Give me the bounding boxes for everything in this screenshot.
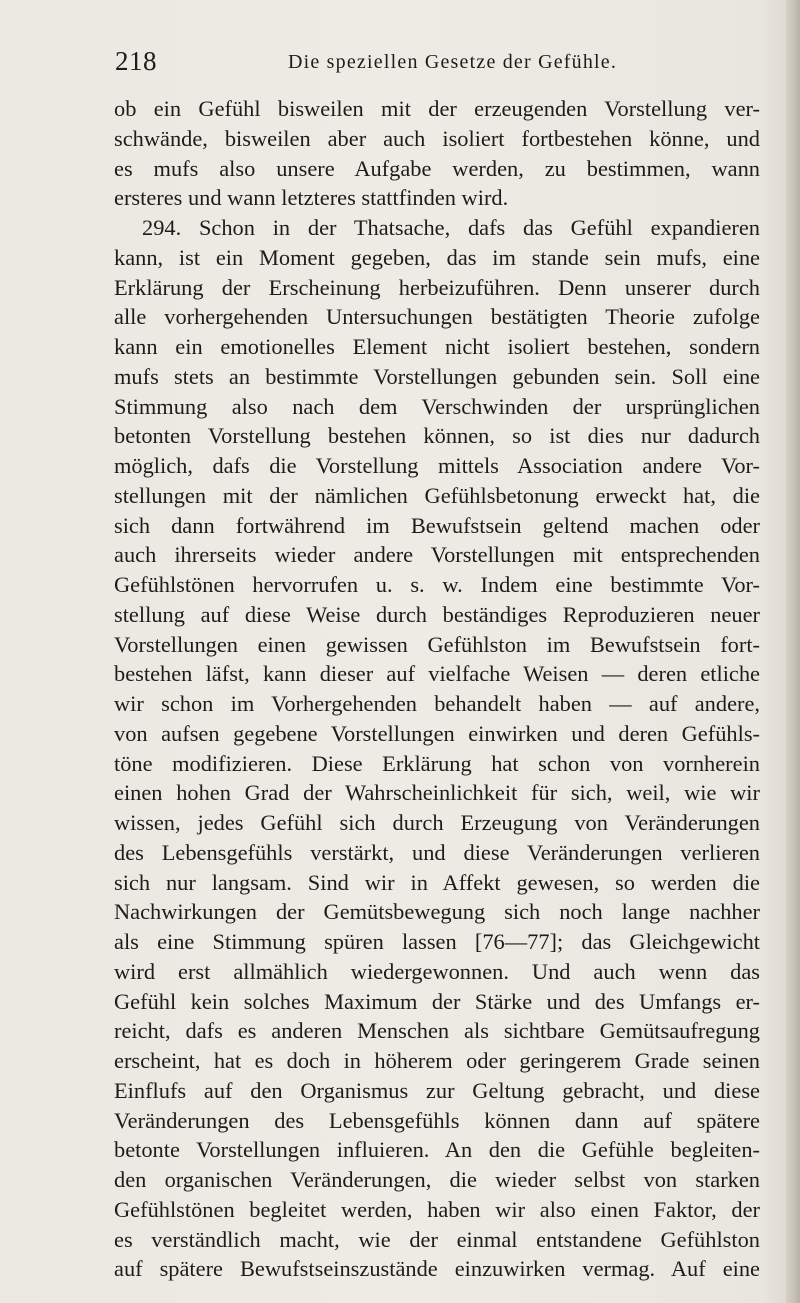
running-head: Die speziellen Gesetze der Gefühle. (288, 51, 618, 73)
text-line: Vorstellungen einen gewissen Gefühlston im Bewufstsein fort- (114, 631, 760, 657)
text-line: wissen, jedes Gefühl sich durch Erzeugung von Veränderungen (114, 810, 760, 835)
text-line: auf spätere Bewufstseinszustände einzuwirken vermag. Auf eine (114, 1256, 760, 1282)
body-text (114, 94, 760, 1284)
text-line: wird erst allmählich wiedergewonnen. Und auch wenn das (114, 958, 760, 984)
text-line: alle vorhergehenden Untersuchungen bestätigten Theorie zufolge (114, 304, 760, 330)
text-line: kann, ist ein Moment gegeben, das im stande sein mufs, eine (114, 244, 760, 270)
text-line: erscheint, hat es doch in höherem oder geringerem Grade seinen (114, 1048, 760, 1073)
text-line: stellung auf diese Weise durch beständiges Reproduzieren neuer (114, 601, 760, 627)
text-line: den organischen Veränderungen, die wieder selbst von starken (114, 1167, 760, 1192)
text-line: ob ein Gefühl bisweilen mit der erzeugenden Vorstellung ver- (114, 96, 760, 121)
text-line: einen hohen Grad der Wahrscheinlichkeit für sich, weil, wie wir (114, 780, 760, 806)
text-line: betonte Vorstellungen influieren. An den die Gefühle begleiten- (114, 1137, 760, 1163)
page-edge-shadow (786, 0, 800, 1303)
text-line: Veränderungen des Lebensgefühls können dann auf spätere (114, 1107, 760, 1133)
page-header (115, 46, 755, 76)
text-line: mufs stets an bestimmte Vorstellungen gebunden sein. Soll eine (114, 363, 760, 389)
text-line: Gefühlstönen begleitet werden, haben wir also einen Faktor, der (114, 1196, 760, 1222)
text-line: auch ihrerseits wieder andere Vorstellungen mit entsprechenden (114, 542, 760, 568)
text-line: wir schon im Vorhergehenden behandelt haben — auf andere, (114, 691, 760, 716)
text-line: töne modifizieren. Diese Erklärung hat schon von vornherein (114, 750, 760, 776)
text-line: sich nur langsam. Sind wir in Affekt gewesen, so werden die (114, 869, 760, 895)
text-line: es verständlich macht, wie der einmal entstandene Gefühlston (114, 1226, 760, 1252)
text-line: kann ein emotionelles Element nicht isoliert bestehen, sondern (114, 334, 760, 359)
text-line: als eine Stimmung spüren lassen [76—77]; das Gleichgewicht (114, 929, 760, 954)
text-line: Gefühl kein solches Maximum der Stärke und des Umfangs er- (114, 988, 760, 1014)
text-line: es mufs also unsere Aufgabe werden, zu bestimmen, wann (114, 155, 760, 181)
text-line: Einflufs auf den Organismus zur Geltung gebracht, und diese (114, 1077, 760, 1103)
text-line: sich dann fortwährend im Bewufstsein geltend machen oder (114, 512, 760, 538)
text-line: von aufsen gegebene Vorstellungen einwirken und deren Gefühls- (114, 720, 760, 746)
text-line: bestehen läfst, kann dieser auf vielfache Weisen — deren etliche (114, 661, 760, 687)
page-number: 218 (115, 46, 157, 76)
text-line: möglich, dafs die Vorstellung mittels Association andere Vor- (114, 453, 760, 478)
text-line: schwände, bisweilen aber auch isoliert fortbestehen könne, und (114, 125, 760, 151)
text-line: Erklärung der Erscheinung herbeizuführen. Denn unserer durch (114, 274, 760, 300)
text-line: betonten Vorstellung bestehen können, so ist dies nur dadurch (114, 423, 760, 449)
text-line: des Lebensgefühls verstärkt, und diese Veränderungen verlieren (114, 839, 760, 865)
text-line: ersteres und wann letzteres stattfinden wird. (114, 185, 509, 211)
text-line: Stimmung also nach dem Verschwinden der ursprünglichen (114, 393, 760, 419)
text-line: stellungen mit der nämlichen Gefühlsbetonung erweckt hat, die (114, 482, 760, 508)
text-line: Nachwirkungen der Gemütsbewegung sich noch lange nachher (114, 899, 760, 925)
text-line: Gefühlstönen hervorrufen u. s. w. Indem eine bestimmte Vor- (114, 572, 760, 597)
text-line: reicht, dafs es anderen Menschen als sichtbare Gemütsaufregung (114, 1018, 760, 1044)
text-line: 294. Schon in der Thatsache, dafs das Gefühl expandieren (142, 215, 760, 240)
